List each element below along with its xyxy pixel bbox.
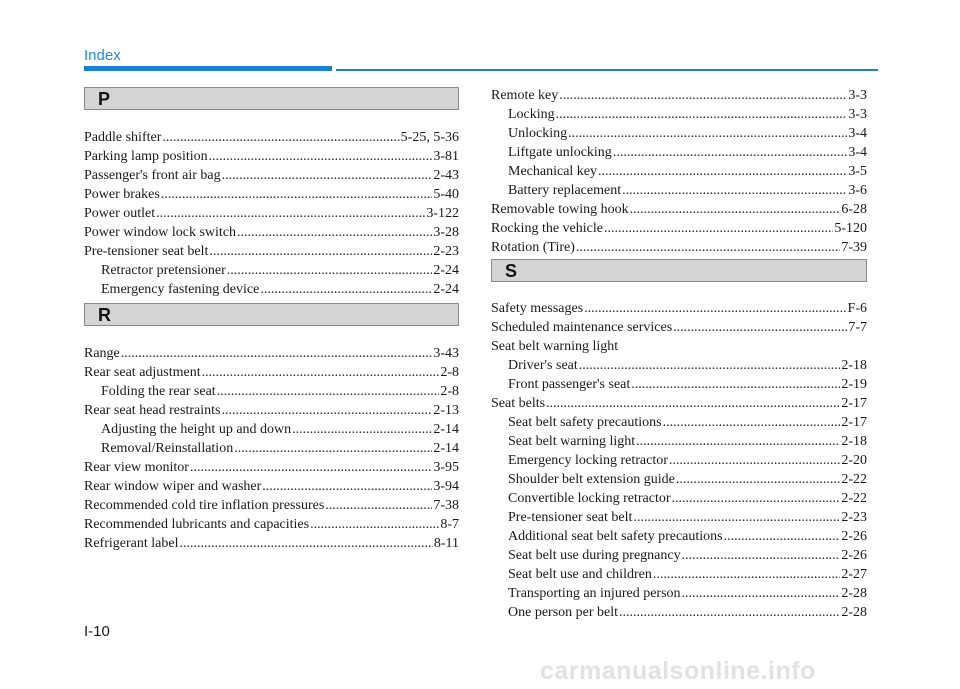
index-entry[interactable] [84, 515, 459, 534]
entry-page-ref[interactable]: 3-3 [848, 107, 867, 122]
index-entry[interactable] [508, 603, 867, 622]
index-entry[interactable] [84, 128, 459, 147]
leader-dots [121, 344, 433, 363]
leader-dots [682, 584, 841, 603]
entry-page-ref[interactable]: F-6 [847, 301, 867, 316]
index-entry[interactable] [491, 337, 867, 356]
index-entry[interactable] [508, 413, 867, 432]
index-entry[interactable] [491, 219, 867, 238]
entry-label: Convertible locking retractor [508, 491, 671, 506]
index-entry[interactable] [508, 584, 867, 603]
entry-page-ref[interactable]: 2-17 [841, 396, 867, 411]
index-entry[interactable] [101, 439, 459, 458]
section-letter: P [98, 89, 111, 109]
index-entry[interactable] [491, 238, 867, 257]
index-entry[interactable] [508, 181, 867, 200]
index-entry[interactable] [508, 375, 867, 394]
index-entry[interactable] [101, 261, 459, 280]
leader-dots [663, 413, 841, 432]
leader-dots [636, 432, 840, 451]
entry-label: Paddle shifter [84, 130, 162, 145]
entry-page-ref[interactable]: 2-17 [841, 415, 867, 430]
entry-page-ref[interactable]: 2-14 [433, 422, 459, 437]
entry-page-ref[interactable]: 3-5 [848, 164, 867, 179]
entry-page-ref[interactable]: 3-95 [433, 460, 459, 475]
leader-dots [237, 223, 432, 242]
leader-dots [613, 143, 848, 162]
leader-dots [579, 356, 841, 375]
entry-label: Recommended cold tire inflation pressures [84, 498, 325, 513]
entry-page-ref[interactable]: 2-8 [440, 384, 459, 399]
index-entry[interactable] [508, 546, 867, 565]
entry-page-ref[interactable]: 2-19 [841, 377, 867, 392]
entry-page-ref[interactable]: 2-24 [433, 263, 459, 278]
leader-dots [202, 363, 440, 382]
leader-dots [190, 458, 432, 477]
index-entry[interactable] [508, 565, 867, 584]
entry-label: Mechanical key [508, 164, 598, 179]
header-title: Index [84, 47, 121, 64]
entry-label: Folding the rear seat [101, 384, 216, 399]
leader-dots [584, 299, 846, 318]
entry-page-ref[interactable]: 2-14 [433, 441, 459, 456]
entry-page-ref[interactable]: 2-18 [841, 434, 867, 449]
index-entry[interactable] [508, 162, 867, 181]
index-entry[interactable] [84, 496, 459, 515]
entry-label: Transporting an injured person [508, 586, 681, 601]
entry-page-ref[interactable]: 2-26 [841, 548, 867, 563]
index-entry[interactable] [84, 534, 459, 553]
entry-page-ref[interactable]: 2-23 [841, 510, 867, 525]
leader-dots [556, 105, 848, 124]
leader-dots [631, 375, 840, 394]
index-entry[interactable] [84, 147, 459, 166]
entry-label: Rear seat head restraints [84, 403, 221, 418]
index-entry[interactable] [491, 299, 867, 318]
entry-label: Rocking the vehicle [491, 221, 603, 236]
section-header-p [84, 87, 459, 110]
page-number: I-10 [84, 623, 110, 640]
leader-dots [630, 200, 841, 219]
index-entry[interactable] [101, 420, 459, 439]
index-entry[interactable] [508, 105, 867, 124]
leader-dots [209, 147, 433, 166]
entry-page-ref[interactable]: 2-24 [433, 282, 459, 297]
entry-label: Parking lamp position [84, 149, 208, 164]
leader-dots [162, 128, 399, 147]
header-rule-thick [84, 66, 332, 71]
leader-dots [673, 318, 847, 337]
leader-dots [676, 470, 841, 489]
entry-page-ref[interactable]: 7-7 [848, 320, 867, 335]
entry-label: Seat belt warning light [508, 434, 636, 449]
leader-dots [622, 181, 847, 200]
index-entry[interactable] [84, 344, 459, 363]
entry-label: Seat belt use and children [508, 567, 652, 582]
leader-dots [546, 394, 840, 413]
section-header-r [84, 303, 459, 326]
index-entry[interactable] [508, 432, 867, 451]
watermark: carmanualsonline.info [540, 657, 816, 685]
leader-dots [669, 451, 840, 470]
leader-dots [234, 439, 432, 458]
index-entry[interactable] [84, 242, 459, 261]
leader-dots [568, 124, 847, 143]
leader-dots [161, 185, 433, 204]
index-entry[interactable] [508, 489, 867, 508]
leader-dots [619, 603, 840, 622]
entry-label: Removal/Reinstallation [101, 441, 234, 456]
entry-page-ref[interactable]: 3-3 [848, 88, 867, 103]
index-entry[interactable] [491, 318, 867, 337]
leader-dots [262, 477, 432, 496]
entry-page-ref[interactable]: 2-22 [841, 491, 867, 506]
entry-label: Rear view monitor [84, 460, 189, 475]
entry-page-ref[interactable]: 3-122 [426, 206, 459, 221]
leader-dots [260, 280, 432, 299]
leader-dots [598, 162, 847, 181]
leader-dots [292, 420, 432, 439]
entry-label: Emergency fastening device [101, 282, 260, 297]
entry-label: Pre-tensioner seat belt [508, 510, 633, 525]
entry-page-ref[interactable]: 2-26 [841, 529, 867, 544]
leader-dots [682, 546, 841, 565]
entry-page-ref[interactable]: 3-6 [848, 183, 867, 198]
index-entry[interactable] [491, 394, 867, 413]
index-entry[interactable] [508, 527, 867, 546]
leader-dots [724, 527, 841, 546]
index-entry[interactable] [508, 470, 867, 489]
entry-label: Refrigerant label [84, 536, 179, 551]
index-entry[interactable] [84, 185, 459, 204]
entry-page-ref[interactable]: 2-20 [841, 453, 867, 468]
leader-dots [672, 489, 841, 508]
entry-page-ref[interactable]: 3-4 [848, 145, 867, 160]
leader-dots [209, 242, 432, 261]
entry-page-ref[interactable]: 5-40 [433, 187, 459, 202]
index-entry[interactable] [491, 86, 867, 105]
leader-dots [310, 515, 439, 534]
entry-label: Rear window wiper and washer [84, 479, 262, 494]
entry-page-ref[interactable]: 3-81 [433, 149, 459, 164]
entry-page-ref[interactable]: 2-22 [841, 472, 867, 487]
index-entry[interactable] [84, 401, 459, 420]
entry-label: Adjusting the height up and down [101, 422, 292, 437]
entry-label: Seat belt use during pregnancy [508, 548, 681, 563]
entry-label: Seat belts [491, 396, 546, 411]
entry-label: Seat belt warning light [491, 339, 619, 354]
leader-dots [559, 86, 847, 105]
leader-dots [633, 508, 840, 527]
entry-page-ref[interactable]: 2-18 [841, 358, 867, 373]
leader-dots [221, 401, 432, 420]
index-entry[interactable] [491, 200, 867, 219]
entry-label: Rotation (Tire) [491, 240, 575, 255]
entry-page-ref[interactable]: 3-28 [433, 225, 459, 240]
entry-page-ref[interactable]: 7-39 [841, 240, 867, 255]
entry-label: Passenger's front air bag [84, 168, 221, 183]
entry-label: Scheduled maintenance services [491, 320, 673, 335]
entry-page-ref[interactable]: 2-28 [841, 586, 867, 601]
entry-label: Unlocking [508, 126, 568, 141]
entry-page-ref[interactable]: 2-23 [433, 244, 459, 259]
entry-page-ref[interactable]: 2-8 [440, 365, 459, 380]
leader-dots [217, 382, 440, 401]
entry-label: Safety messages [491, 301, 584, 316]
entry-label: Retractor pretensioner [101, 263, 226, 278]
header-rule-thin [336, 69, 878, 71]
section-letter: R [98, 305, 111, 325]
index-entry[interactable] [84, 363, 459, 382]
entry-page-ref[interactable]: 3-94 [433, 479, 459, 494]
entry-label: Locking [508, 107, 555, 122]
entry-label: Power window lock switch [84, 225, 237, 240]
index-entry[interactable] [84, 204, 459, 223]
entry-page-ref[interactable]: 7-38 [433, 498, 459, 513]
entry-label: Remote key [491, 88, 559, 103]
leader-dots [325, 496, 432, 515]
section-header-s [491, 259, 867, 282]
entry-page-ref[interactable]: 6-28 [841, 202, 867, 217]
entry-page-ref[interactable]: 8-11 [433, 536, 459, 551]
entry-label: Power brakes [84, 187, 160, 202]
leader-dots [156, 204, 425, 223]
index-entry[interactable] [508, 451, 867, 470]
entry-label: Pre-tensioner seat belt [84, 244, 209, 259]
entry-page-ref[interactable]: 2-13 [433, 403, 459, 418]
entry-label: Liftgate unlocking [508, 145, 612, 160]
index-entry[interactable] [84, 223, 459, 242]
entry-label: Shoulder belt extension guide [508, 472, 675, 487]
section-letter: S [505, 261, 518, 281]
entry-label: Battery replacement [508, 183, 622, 198]
entry-page-ref[interactable]: 3-43 [433, 346, 459, 361]
leader-dots [604, 219, 833, 238]
entry-page-ref[interactable]: 2-28 [841, 605, 867, 620]
entry-label: Additional seat belt safety precautions [508, 529, 723, 544]
index-entry[interactable] [84, 458, 459, 477]
entry-label: Front passenger's seat [508, 377, 631, 392]
entry-label: Driver's seat [508, 358, 578, 373]
entry-page-ref[interactable]: 5-25, 5-36 [400, 130, 459, 145]
entry-label: Removable towing hook [491, 202, 629, 217]
index-entry[interactable] [508, 124, 867, 143]
leader-dots [227, 261, 433, 280]
index-entry[interactable] [84, 166, 459, 185]
entry-label: Range [84, 346, 120, 361]
index-entry[interactable] [508, 143, 867, 162]
leader-dots [576, 238, 840, 257]
leader-dots [179, 534, 432, 553]
entry-page-ref[interactable]: 8-7 [440, 517, 459, 532]
index-entry[interactable] [508, 508, 867, 527]
entry-label: Recommended lubricants and capacities [84, 517, 310, 532]
entry-page-ref[interactable]: 2-43 [433, 168, 459, 183]
index-entry[interactable] [508, 356, 867, 375]
leader-dots [653, 565, 840, 584]
entry-label: One person per belt [508, 605, 619, 620]
entry-label: Power outlet [84, 206, 156, 221]
index-entry[interactable] [101, 280, 459, 299]
index-entry[interactable] [84, 477, 459, 496]
entry-label: Seat belt safety precautions [508, 415, 662, 430]
entry-page-ref[interactable]: 5-120 [834, 221, 867, 236]
entry-label: Emergency locking retractor [508, 453, 668, 468]
entry-page-ref[interactable]: 2-27 [841, 567, 867, 582]
entry-label: Rear seat adjustment [84, 365, 201, 380]
leader-dots [222, 166, 433, 185]
entry-page-ref[interactable]: 3-4 [848, 126, 867, 141]
index-entry[interactable] [101, 382, 459, 401]
